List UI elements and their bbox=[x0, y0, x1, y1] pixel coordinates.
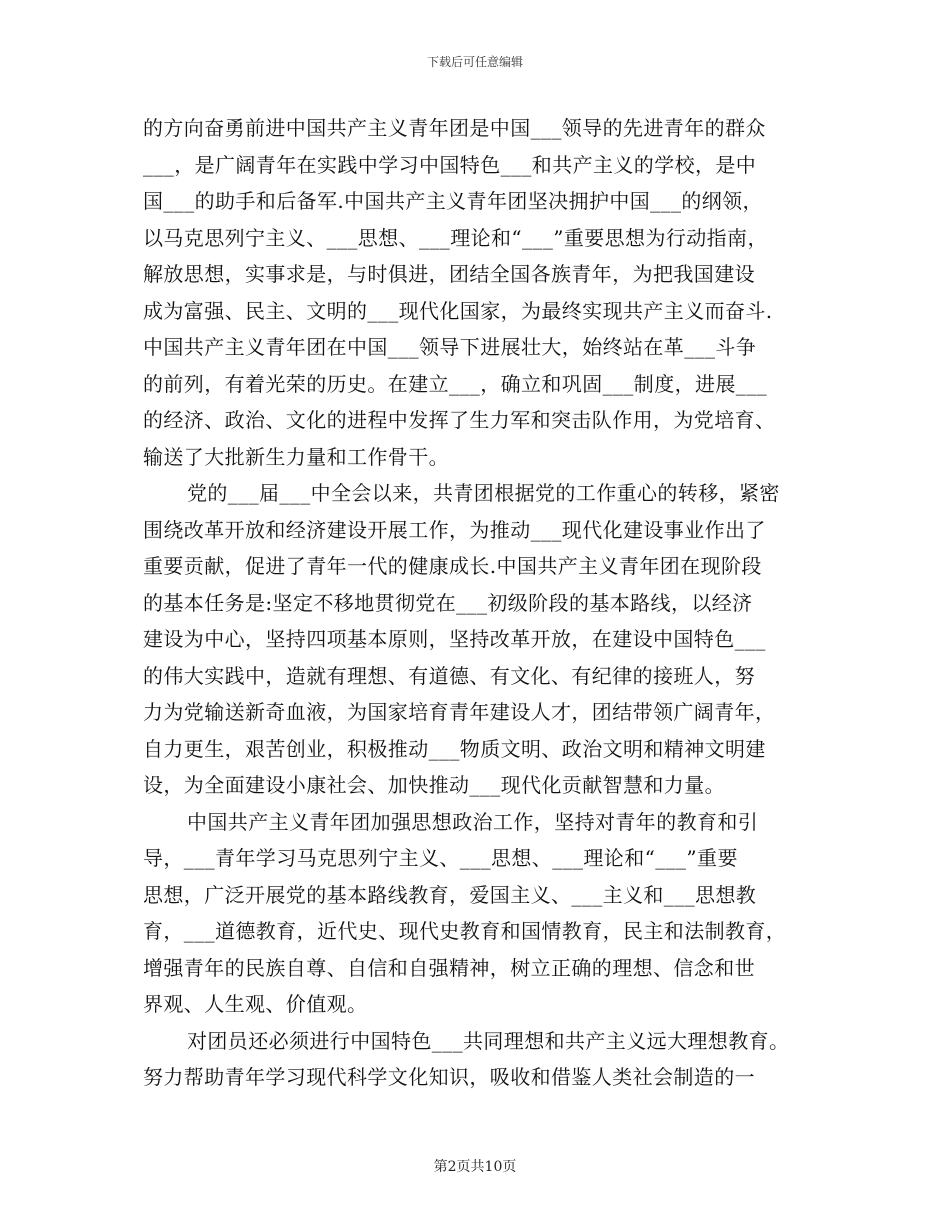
text-line: 的经济、政治、文化的进程中发挥了生力军和突击队作用，为党培育、 bbox=[143, 408, 776, 432]
text-line: 思想，广泛开展党的基本路线教育，爱国主义、___主义和___思想教 bbox=[143, 882, 757, 907]
text-line: 的方向奋勇前进中国共产主义青年团是中国___领导的先进青年的群众 bbox=[143, 116, 766, 140]
text-line: 以马克思列宁主义、___思想、___理论和“___”重要思想为行动指南， bbox=[143, 225, 768, 250]
text-line: 自力更生，艰苦创业，积极推动___物质文明、政治文明和精神文明建 bbox=[143, 736, 766, 761]
text-line: 中国共产主义青年团在中国___领导下进展壮大，始终站在革___斗争 bbox=[143, 335, 757, 359]
text-line: ___，是广阔青年在实践中学习中国特色___和共产主义的学校，是中 bbox=[143, 152, 757, 177]
text-line: 成为富强、民主、文明的___现代化国家，为最终实现共产主义而奋斗. bbox=[143, 298, 773, 323]
paragraph-start-line: 党的___届___中全会以来，共青团根据党的工作重心的转移，紧密 bbox=[187, 481, 780, 505]
text-line: 建设为中心，坚持四项基本原则，坚持改革开放，在建设中国特色___ bbox=[143, 627, 766, 651]
document-body bbox=[143, 110, 823, 1096]
text-line: 围绕改革开放和经济建设开展工作，为推动___现代化建设事业作出了 bbox=[143, 517, 766, 542]
text-line: 努力帮助青年学习现代科学文化知识，吸收和借鉴人类社会制造的一 bbox=[143, 1065, 755, 1089]
paragraph-start-line: 对团员还必须进行中国特色___共同理想和共产主义远大理想教育。 bbox=[187, 1028, 790, 1053]
text-line: 重要贡献，促进了青年一代的健康成长.中国共产主义青年团在现阶段 bbox=[143, 554, 762, 578]
text-line: 的基本任务是:坚定不移地贯彻党在___初级阶段的基本路线，以经济 bbox=[143, 590, 753, 615]
text-line: 解放思想，实事求是，与时俱进，团结全国各族青年，为把我国建设 bbox=[143, 262, 755, 286]
text-line: 输送了大批新生力量和工作骨干。 bbox=[143, 444, 449, 469]
text-line: 设，为全面建设小康社会、加快推动___现代化贡献智慧和力量。 bbox=[143, 773, 725, 797]
page-footer: 第2页共10页 bbox=[433, 1159, 517, 1175]
text-line: 国___的助手和后备军.中国共产主义青年团坚决拥护中国___的纲领， bbox=[143, 189, 763, 213]
page-header: 下载后可任意编辑 bbox=[426, 55, 523, 69]
text-line: 导，___青年学习马克思列宁主义、___思想、___理论和“___”重要 bbox=[143, 846, 738, 870]
text-line: 的伟大实践中，造就有理想、有道德、有文化、有纪律的接班人，努 bbox=[143, 663, 755, 688]
text-line: 力为党输送新奇血液，为国家培育青年建设人才，团结带领广阔青年， bbox=[143, 700, 776, 724]
text-line: 界观、人生观、价值观。 bbox=[143, 992, 368, 1016]
text-line: 的前列，有着光荣的历史。在建立___，确立和巩固___制度，进展___ bbox=[143, 371, 767, 396]
paragraph-start-line: 中国共产主义青年团加强思想政治工作，坚持对青年的教育和引 bbox=[187, 809, 759, 834]
text-line: 增强青年的民族自尊、自信和自强精神，树立正确的理想、信念和世 bbox=[143, 955, 755, 980]
text-line: 育，___道德教育，近代史、现代史教育和国情教育，民主和法制教育， bbox=[143, 919, 787, 943]
